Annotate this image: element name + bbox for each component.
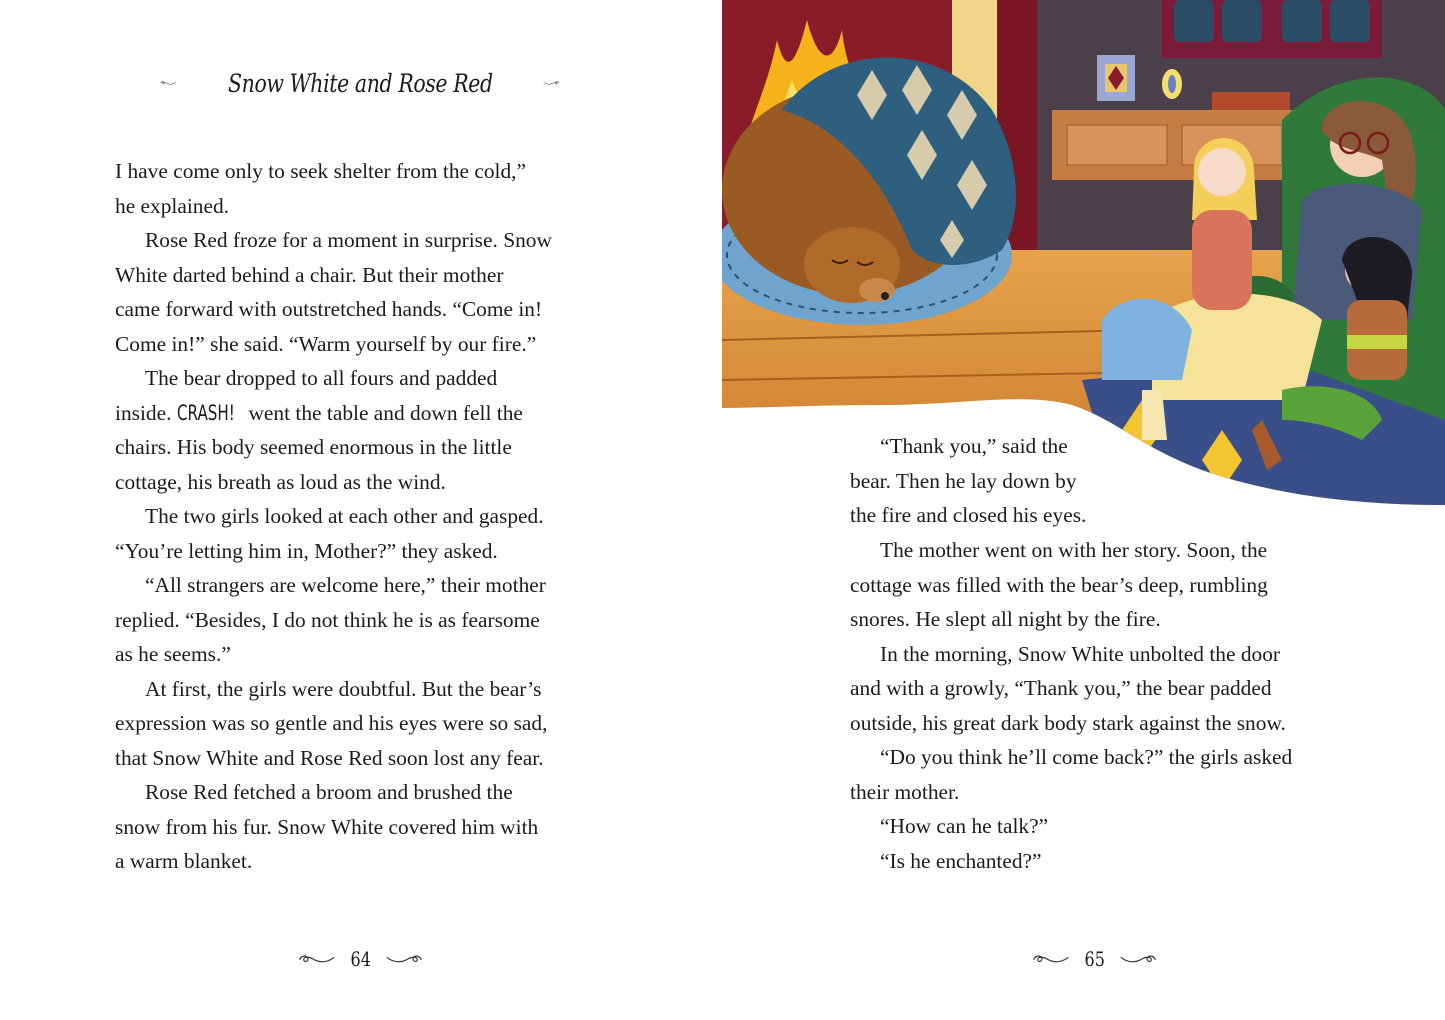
- text-line: “Is he enchanted?”: [880, 848, 1042, 873]
- text-line: chairs. His body seemed enormous in the little: [115, 435, 512, 459]
- text-line: and with a growly, “Thank you,” the bear padded: [850, 676, 1272, 700]
- text-line: In the morning, Snow White unbolted the door: [880, 641, 1281, 666]
- text-line: Rose Red fetched a broom and brushed the: [145, 780, 513, 804]
- text-line: “You’re letting him in, Mother?” they asked.: [115, 538, 498, 563]
- flourish-left-icon: [1032, 951, 1070, 967]
- left-page: [0, 0, 722, 1020]
- text-line: the fire and closed his eyes.: [850, 503, 1087, 527]
- text-fragment: inside.: [115, 400, 172, 425]
- text-line: The bear dropped to all fours and padded: [145, 366, 498, 390]
- text-line: snores. He slept all night by the fire.: [850, 607, 1161, 631]
- text-line: Come in!” she said. “Warm yourself by our fire.”: [115, 331, 537, 356]
- text-line: bear. Then he lay down by: [850, 468, 1077, 493]
- right-body-text: [850, 533, 1350, 878]
- text-line: cottage, his breath as loud as the wind.: [115, 469, 446, 494]
- text-line: their mother.: [850, 779, 960, 804]
- text-line: The mother went on with her story. Soon, the: [880, 538, 1268, 562]
- right-top-text: [850, 429, 1110, 533]
- text-line: “Thank you,” said the: [880, 434, 1068, 458]
- crash-emphasis: CRASH!: [176, 400, 235, 425]
- text-line: cottage was filled with the bear’s deep, rumbling: [850, 572, 1268, 597]
- text-line: “Do you think he’ll come back?” the girls asked: [880, 745, 1293, 769]
- page-number: 64: [350, 947, 371, 971]
- text-line: At first, the girls were doubtful. But the bear’s: [145, 676, 542, 701]
- text-line: as he seems.”: [115, 642, 231, 666]
- text-line: a warm blanket.: [115, 849, 253, 873]
- flourish-right-icon: [543, 75, 560, 91]
- flourish-left-icon: [298, 951, 336, 967]
- text-line: he explained.: [115, 193, 230, 218]
- text-line-with-emphasis: [115, 396, 605, 431]
- text-line: snow from his fur. Snow White covered him with: [115, 814, 539, 839]
- page-number-left: [298, 945, 423, 973]
- page-number-right: [1032, 945, 1157, 973]
- text-line: came forward with outstretched hands. “Come in!: [115, 297, 543, 321]
- text-line: Rose Red froze for a moment in surprise. Snow: [145, 228, 552, 252]
- flourish-left-icon: [160, 75, 177, 91]
- text-line: The two girls looked at each other and gasped.: [145, 504, 544, 528]
- text-line: that Snow White and Rose Red soon lost any fear.: [115, 745, 544, 770]
- flourish-right-icon: [1119, 951, 1157, 967]
- text-line: outside, his great dark body stark against the snow.: [850, 710, 1286, 735]
- running-title: Snow White and Rose Red: [227, 68, 493, 98]
- text-line: “All strangers are welcome here,” their mother: [145, 573, 546, 597]
- text-line: replied. “Besides, I do not think he is as fearsome: [115, 607, 540, 632]
- right-page: [722, 0, 1445, 1020]
- text-line: expression was so gentle and his eyes were so sad,: [115, 711, 548, 735]
- page-number: 65: [1084, 947, 1105, 971]
- text-line: I have come only to seek shelter from the cold,”: [115, 159, 527, 183]
- running-head: [160, 60, 560, 106]
- text-line: White darted behind a chair. But their mother: [115, 262, 504, 287]
- text-line: “How can he talk?”: [880, 814, 1049, 838]
- flourish-right-icon: [385, 951, 423, 967]
- text-fragment: went the table and down fell the: [248, 400, 523, 425]
- left-body-text: [115, 154, 605, 879]
